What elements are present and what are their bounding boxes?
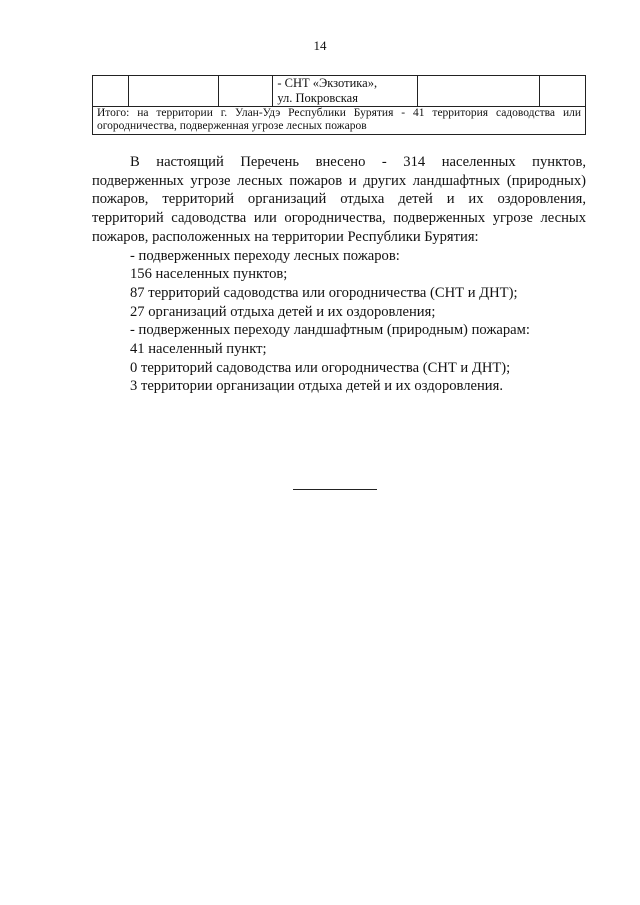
cell-line: - СНТ «Экзотика», <box>277 76 378 90</box>
table-total-cell: Итого: на территории г. Улан-Удэ Республики Бурятия - 41 территория садоводства или огородничества, подверженная угрозе лесных пожаров <box>93 107 586 135</box>
list-item: 0 территорий садоводства или огородничества (СНТ и ДНТ); <box>130 359 511 376</box>
body-text <box>92 153 586 396</box>
cell-line: ул. Покровская <box>277 91 358 105</box>
settlements-table <box>92 75 586 135</box>
list-item: 87 территорий садоводства или огородничества (СНТ и ДНТ); <box>130 284 518 301</box>
list-item: 27 организаций отдыха детей и их оздоровления; <box>130 303 436 320</box>
table-total-row <box>93 107 586 135</box>
list-item: 156 населенных пунктов; <box>130 266 288 283</box>
list-item: - подверженных переходу лесных пожаров: <box>130 247 400 264</box>
table-cell <box>93 76 129 107</box>
page-number: 14 <box>313 38 327 53</box>
list-item: 3 территории организации отдыха детей и их оздоровления. <box>130 378 503 395</box>
table-cell-location <box>273 76 417 107</box>
table-cell <box>129 76 219 107</box>
closing-divider <box>293 489 377 490</box>
summary-paragraph: В настоящий Перечень внесено - 314 населенных пунктов, подверженных угрозе лесных пожаров и других ландшафтных (природных) пожаров, территорий организаций отдыха детей и их оздоровления, территорий садоводства или огородничества, подверженных угрозе лесных пожаров, расположенных на территории Республики Бурятия: <box>92 154 586 245</box>
list-item: 41 населенный пункт; <box>130 341 267 358</box>
list-item: - подверженных переходу ландшафтным (природным) пожарам: <box>130 322 530 339</box>
table-row <box>93 76 586 107</box>
table-cell <box>417 76 539 107</box>
table-cell <box>539 76 585 107</box>
table-cell <box>219 76 273 107</box>
